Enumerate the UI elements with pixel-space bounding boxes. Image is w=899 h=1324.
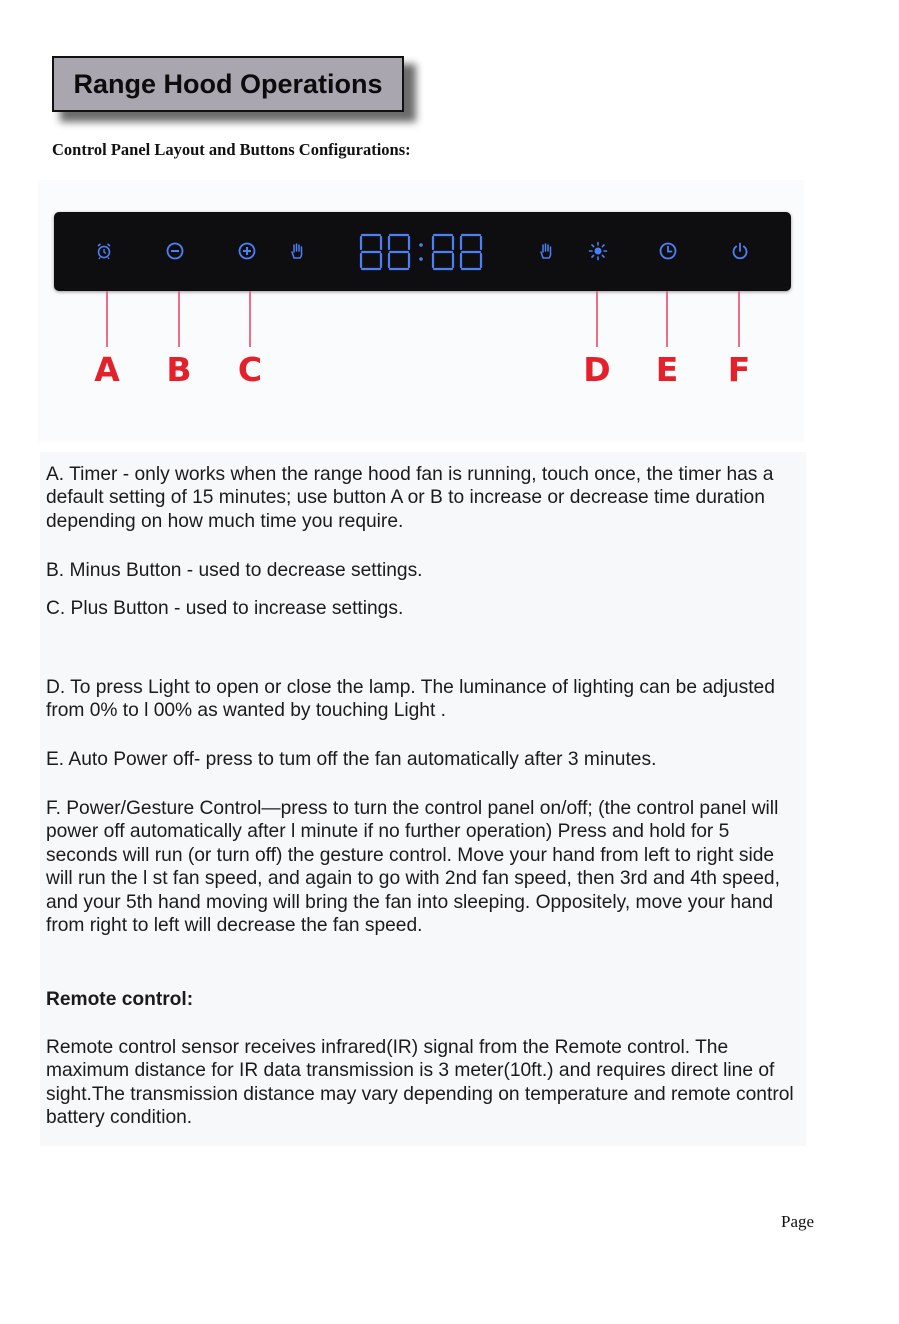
callout-letter-e: E [655,350,679,389]
sun-icon [587,240,609,262]
callout-letter-a: A [94,350,120,389]
description-a: A. Timer - only works when the range hood fan is running, touch once, the timer has a default setting of 15 minutes; use button A or B to increase or decrease time duration depending on how much time you require. [46,464,774,532]
alarm-clock-icon [93,240,115,262]
description-f: F. Power/Gesture Control—press to turn the control panel on/off; (the control panel will power off automatically after l minute if no further operation) Press and hold for 5 seconds will run (or turn off) the gesture control. Move your hand from left to right side will run the l st fan speed, and again to go with 2nd fan speed, then 3rd and 4th speed, and your 5th hand moving will bring the fan into sleeping. Oppositely, move your hand from right to left will decrease the fan speed. [46,798,780,937]
leader-line-f [738,291,740,347]
callout-letter-d: D [583,350,611,389]
page-number-label: Page [781,1212,815,1231]
section-subtitle: Control Panel Layout and Buttons Configurations: [52,140,411,159]
description-c: C. Plus Button - used to increase settings. [46,598,404,619]
power-icon [729,240,751,262]
leader-line-b [178,291,180,347]
control-panel [54,212,791,291]
description-d: D. To press Light to open or close the lamp. The luminance of lighting can be adjusted from 0% to l 00% as wanted by touching Light . [46,677,775,722]
hand-icon [535,240,557,262]
hand-icon [286,240,308,262]
callout-letter-f: F [727,350,751,389]
leader-line-c [249,291,251,347]
page-title: Range Hood Operations [52,56,404,112]
callout-letter-c: C [237,350,263,389]
clock-icon [657,240,679,262]
minus-circle-icon [164,240,186,262]
leader-line-d [596,291,598,347]
description-e: E. Auto Power off- press to tum off the fan automatically after 3 minutes. [46,749,657,770]
leader-line-e [666,291,668,347]
plus-circle-icon [236,240,258,262]
remote-control-heading: Remote control: [46,989,194,1010]
description-b: B. Minus Button - used to decrease settings. [46,560,423,581]
digital-display [358,232,484,272]
remote-control-body: Remote control sensor receives infrared(IR) signal from the Remote control. The maximum distance for IR data transmission is 3 meter(10ft.) and requires direct line of sight.The transmission distance may vary depending on temperature and remote control battery condition. [46,1037,794,1129]
leader-line-a [106,291,108,347]
callout-letter-b: B [166,350,192,389]
